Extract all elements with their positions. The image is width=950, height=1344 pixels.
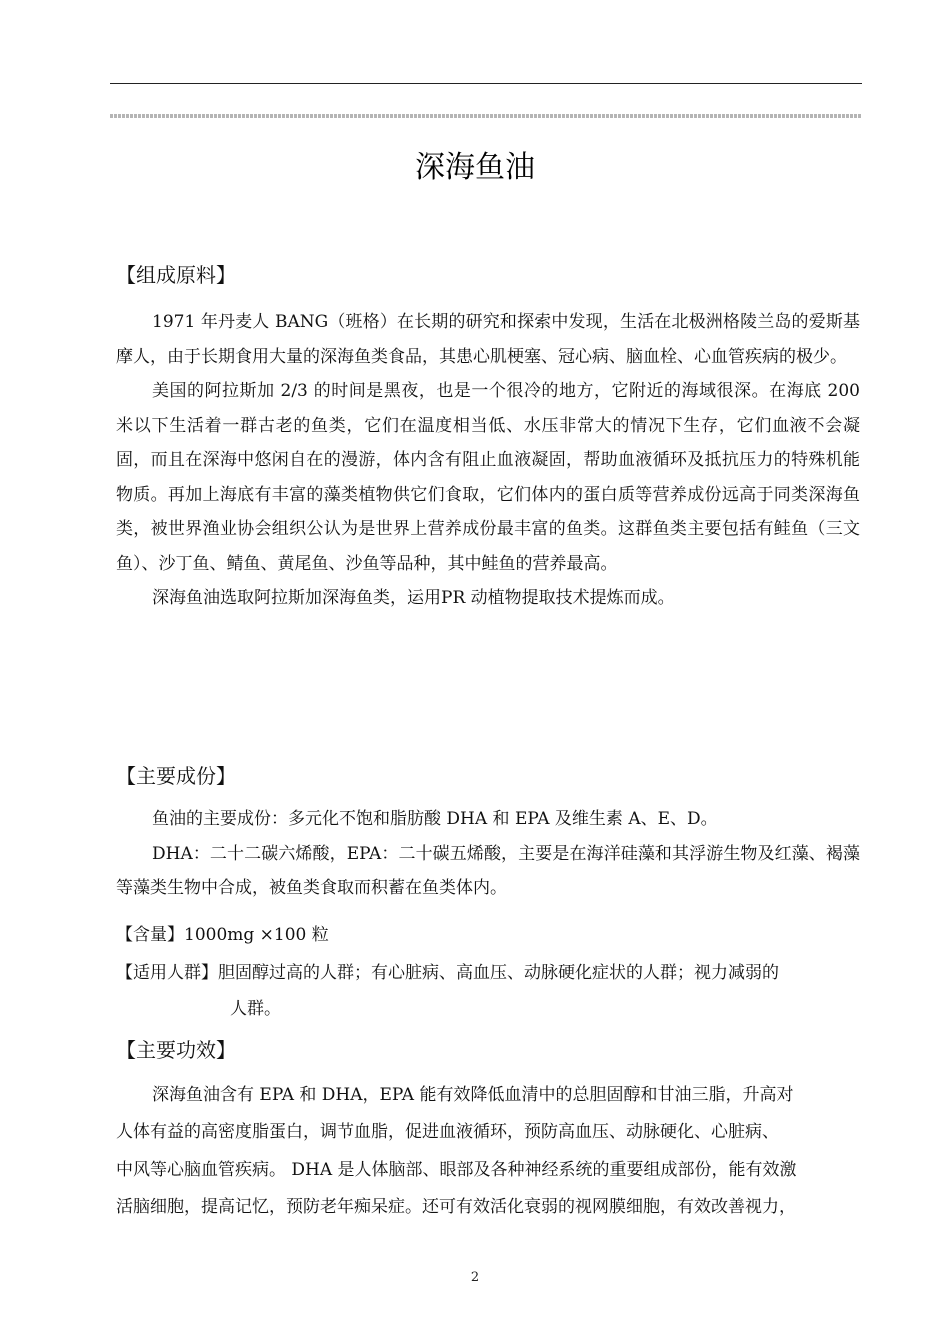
document-title: 深海鱼油 [415,150,535,185]
header-rule [110,83,862,84]
heading-components: 【主要成份】 [116,764,236,788]
heading-effects: 【主要功效】 [116,1038,236,1062]
heading-ingredients: 【组成原料】 [116,263,236,287]
effects-line-2: 人体有益的高密度脂蛋白，调节血脂，促进血液循环，预防高血压、动脉硬化、心脏病、 [116,1122,779,1142]
effects-line-4: 活脑细胞，提高记忆，预防老年痴呆症。还可有效活化衰弱的视网膜细胞，有效改善视力， [116,1197,796,1217]
components-body [116,802,860,906]
header-dotted-rule [110,114,862,118]
ingredients-paragraph-1: 1971 年丹麦人 BANG（班格）在长期的研究和探索中发现，生活在北极洲格陵兰岛的爱斯基摩人，由于长期食用大量的深海鱼类食品，其患心肌梗塞、冠心病、脑血栓、心血管疾病的极少。 [116,312,860,367]
ingredients-body [116,305,860,616]
effects-line-3: 中风等心脑血管疾病。 DHA 是人体脑部、眼部及各种神经系统的重要组成部份，能有效激 [116,1160,797,1180]
content-amount-line: 【含量】1000mg ×100 粒 [116,925,329,945]
ingredients-paragraph-2: 美国的阿拉斯加 2/3 的时间是黑夜，也是一个很冷的地方，它附近的海域很深。在海底 200 米以下生活着一群古老的鱼类，它们在温度相当低、水压非常大的情况下生存，它们血液不会凝固，而且在深海中悠闲自在的漫游，体内含有阻止血液凝固，帮助血液循环及抵抗压力的特殊机能物质。再加上海底有丰富的藻类植物供它们食取，它们体内的蛋白质等营养成份远高于同类深海鱼类，被世界渔业协会组织公认为是世界上营养成份最丰富的鱼类。这群鱼类主要包括有鲑鱼（三文鱼）、沙丁鱼、鲭鱼、黄尾鱼、沙鱼等品种，其中鲑鱼的营养最高。 [116,381,860,574]
components-paragraph-1: 鱼油的主要成份：多元化不饱和脂肪酸 DHA 和 EPA 及维生素 A、E、D。 [152,809,718,829]
components-paragraph-2: DHA：二十二碳六烯酸，EPA：二十碳五烯酸，主要是在海洋硅藻和其浮游生物及红藻、褐藻等藻类生物中合成，被鱼类食取而积蓄在鱼类体内。 [116,843,860,898]
effects-line-1: 深海鱼油含有 EPA 和 DHA，EPA 能有效降低血清中的总胆固醇和甘油三脂，升高对 [152,1085,794,1105]
target-audience-wrap: 人群。 [230,999,281,1019]
ingredients-paragraph-3: 深海鱼油选取阿拉斯加深海鱼类，运用PR 动植物提取技术提炼而成。 [152,588,675,608]
page-number: 2 [470,1270,480,1285]
target-audience-line: 【适用人群】胆固醇过高的人群；有心脏病、高血压、动脉硬化症状的人群；视力减弱的 [116,963,779,983]
